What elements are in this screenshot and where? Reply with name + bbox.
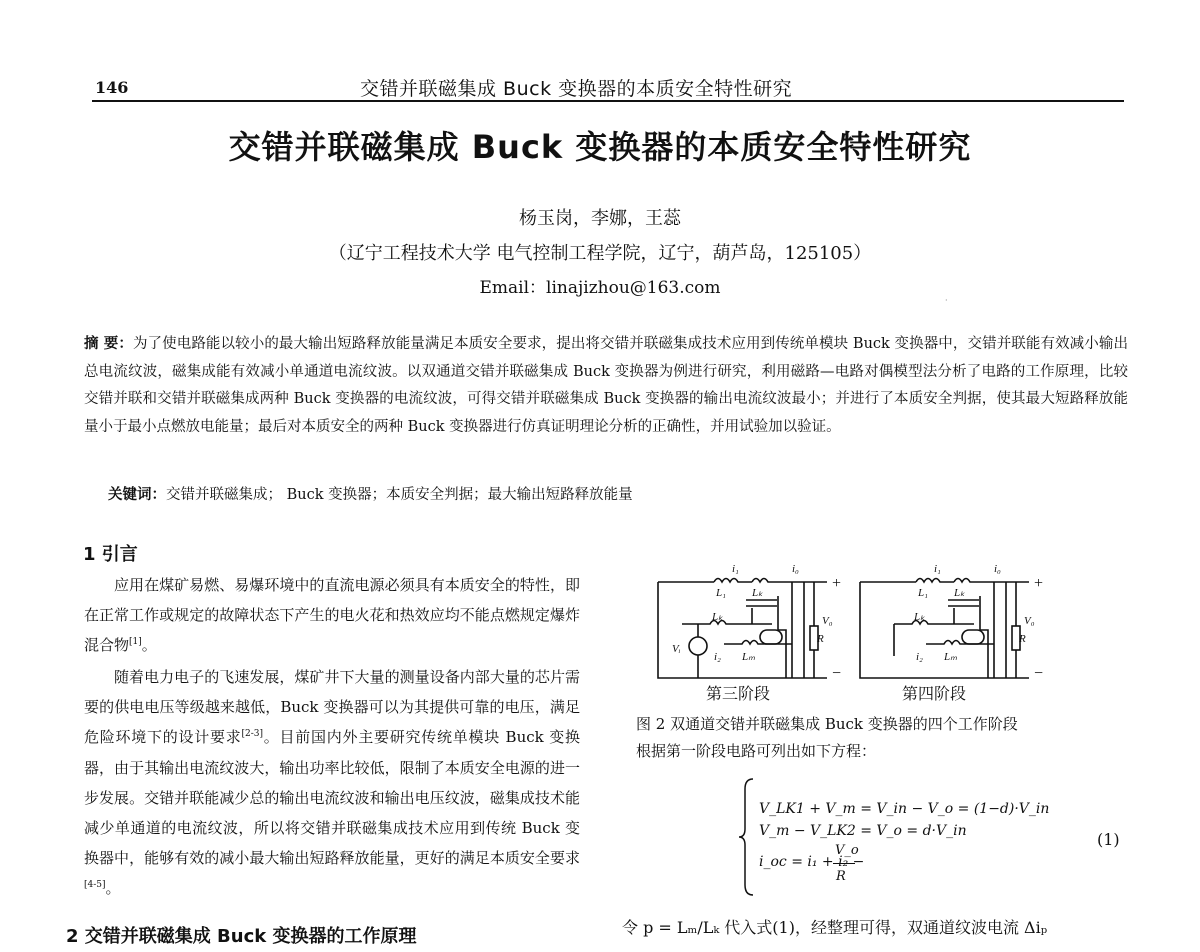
authors: 杨玉岗，李娜，王蕊 [519, 208, 681, 229]
label-i2: i₂ [714, 651, 721, 663]
label-lm: Lₘ [742, 651, 755, 663]
affiliation: （辽宁工程技术大学 电气控制工程学院，辽宁，葫芦岛，125105） [328, 243, 872, 264]
abstract-label: 摘 要： [84, 335, 133, 352]
label-lm-4: Lₘ [944, 651, 957, 663]
scan-dot: · [945, 296, 948, 305]
fraction-denominator: R [836, 869, 846, 884]
label-i1: i₁ [732, 563, 739, 575]
label-l1-4: L₁ [918, 587, 928, 599]
equation-intro: 根据第一阶段电路可列出如下方程： [636, 742, 877, 760]
label-r-4: R [1019, 633, 1026, 645]
citation-2-3: [2-3] [241, 729, 264, 740]
circuit-figure [652, 560, 1047, 700]
equation-line-3: i_oc = i₁ + i₂ − [759, 854, 865, 870]
stage-4-label: 第四阶段 [902, 684, 967, 703]
paper-title: 交错并联磁集成 Buck 变换器的本质安全特性研究 [228, 128, 972, 166]
para1-text: 应用在煤矿易燃、易爆环境中的直流电源必须具有本质安全的特性，即在正常工作或规定的故障状态下产生的电火花和热效应均不能点燃规定爆炸混合物 [84, 576, 580, 655]
label-lk2: Lₖ [712, 611, 723, 623]
label-lk2-4: Lₖ [914, 611, 925, 623]
label-vin: Vᵢ [672, 643, 681, 655]
label-plus: + [832, 575, 842, 592]
para2b-text: 。目前国内外主要研究传统单模块 Buck 变换器，由于其输出电流纹波大，输出功率比较低，限制了本质安全电源的进一步发展。交错并联能减少总的输出电流纹波和输出电压纹波，磁集成技术能减少单通道的电流纹波，所以将交错并联磁集成技术应用到传统 Buck 变换器中，能够有效的减小最大输出短路释放能量，更好的满足本质安全要求 [84, 728, 580, 868]
keywords-label: 关键词： [108, 486, 166, 503]
intro-paragraph-1 [84, 570, 580, 661]
para1-end: 。 [141, 636, 157, 655]
section-heading-principle: 2 交错并联磁集成 Buck 变换器的工作原理 [66, 926, 417, 947]
fraction-numerator: V_o [835, 843, 859, 858]
label-i0: i₀ [792, 563, 799, 575]
label-i0-4: i₀ [994, 563, 1001, 575]
equation-line-1: V_LK1 + V_m = V_in − V_o = (1−d)·V_in [759, 801, 1050, 817]
label-i2-4: i₂ [916, 651, 923, 663]
equation-line-2: V_m − V_LK2 = V_o = d·V_in [759, 823, 967, 839]
circuit-stage-3 [658, 579, 827, 679]
label-i1-4: i₁ [934, 563, 941, 575]
label-plus-4: + [1034, 575, 1044, 592]
para2a-text: 随着电力电子的飞速发展，煤矿井下大量的测量设备内部大量的芯片需要的供电电压等级越来越低，Buck 变换器可以为其提供可靠的电压，满足危险环境下的设计要求 [84, 668, 580, 747]
label-minus: − [832, 665, 842, 682]
equation-substitution-text: 令 p = Lₘ/Lₖ 代入式(1)，经整理可得，双通道纹波电流 Δiₚ [622, 918, 1048, 937]
abstract-text: 为了使电路能以较小的最大输出短路释放能量满足本质安全要求，提出将交错并联磁集成技术应用到传统单模块 Buck 变换器中，交错并联能有效减小输出总电流纹波，磁集成能有效减小单通道电流纹波。以双通道交错并联磁集成 Buck 变换器为例进行研究，利用磁路—电路对偶模型法分析了电路的工作原理，比较交错并联和交错并联磁集成两种 Buck 变换器的电流纹波，可得交错并联磁集成 Buck 变换器的输出电流纹波最小；并进行了本质安全判据，使其最大短路释放能量小于最小点燃放电能量；最后对本质安全的两种 Buck 变换器进行仿真证明理论分析的正确性，并用试验加以验证。 [84, 336, 1128, 435]
label-v0: V₀ [822, 615, 833, 627]
abstract [84, 330, 1128, 441]
author-email: Email：linajizhou@163.com [479, 278, 721, 298]
para2-end: 。 [105, 879, 121, 898]
section-heading-introduction: 1 引言 [83, 544, 138, 565]
fraction-bar [833, 863, 855, 864]
intro-paragraph-2 [84, 662, 580, 904]
equation-number: (1) [1097, 830, 1120, 849]
circuit-stage-4 [860, 579, 1029, 679]
page-number: 146 [95, 78, 129, 97]
label-lk: Lₖ [752, 587, 763, 599]
header-rule [92, 100, 1124, 102]
figure-caption: 图 2 双通道交错并联磁集成 Buck 变换器的四个工作阶段 [636, 715, 1018, 733]
label-minus-4: − [1034, 665, 1044, 682]
label-r: R [817, 633, 824, 645]
running-title: 交错并联磁集成 Buck 变换器的本质安全特性研究 [360, 78, 793, 100]
equation-1 [737, 775, 1050, 900]
keywords [108, 483, 1108, 504]
keywords-text: 交错并联磁集成； Buck 变换器；本质安全判据；最大输出短路释放能量 [166, 487, 633, 503]
stage-3-label: 第三阶段 [706, 684, 771, 703]
equation-brace [737, 775, 757, 900]
label-l1: L₁ [716, 587, 726, 599]
citation-1: [1] [129, 637, 142, 648]
citation-4-5: [4-5] [84, 880, 106, 891]
label-v0-4: V₀ [1024, 615, 1035, 627]
label-lk-4: Lₖ [954, 587, 965, 599]
